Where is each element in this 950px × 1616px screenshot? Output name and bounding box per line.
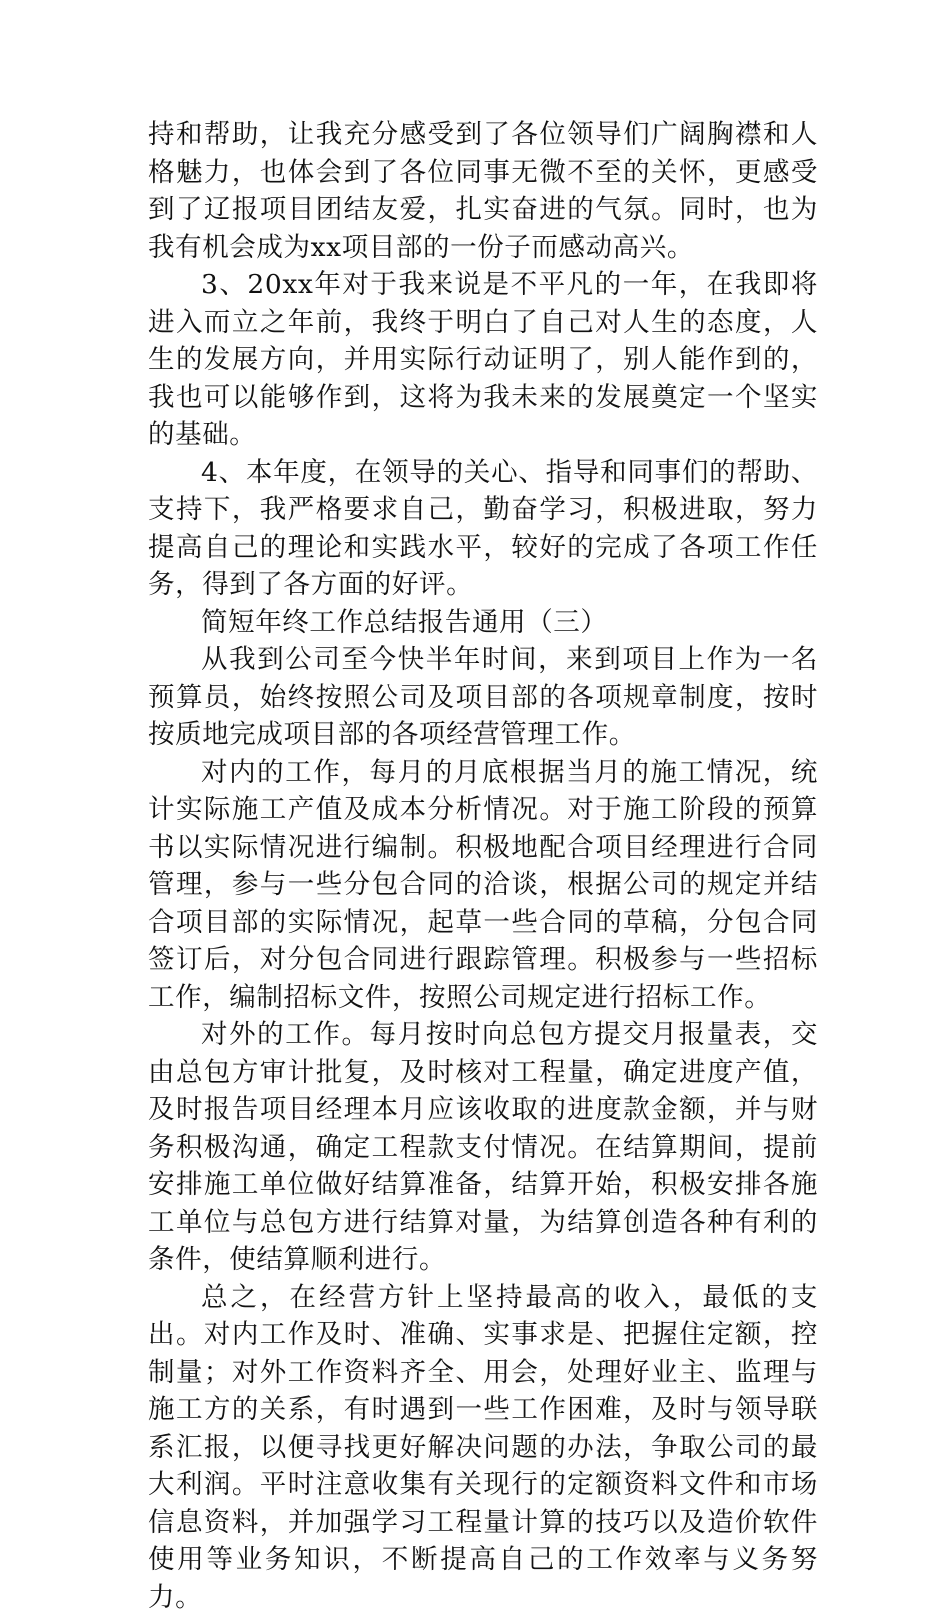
paragraph-item-3: 3、20xx年对于我来说是不平凡的一年，在我即将进入而立之年前，我终于明白了自己对人生的态度，人生的发展方向，并用实际行动证明了，别人能作到的，我也可以能够作到，这将为我未来的发展奠定一个坚实的基础。 — [148, 266, 818, 454]
document-body — [148, 116, 818, 1616]
paragraph-conclusion: 总之，在经营方针上坚持最高的收入，最低的支出。对内工作及时、准确、实事求是、把握住定额，控制量；对外工作资料齐全、用会，处理好业主、监理与施工方的关系，有时遇到一些工作困难，及时与领导联系汇报，以便寻找更好解决问题的办法，争取公司的最大利润。平时注意收集有关现行的定额资料文件和市场信息资料，并加强学习工程量计算的技巧以及造价软件使用等业务知识，不断提高自己的工作效率与义务努力。 — [148, 1279, 818, 1616]
paragraph-continuation: 持和帮助，让我充分感受到了各位领导们广阔胸襟和人格魅力，也体会到了各位同事无微不至的关怀，更感受到了辽报项目团结友爱，扎实奋进的气氛。同时，也为我有机会成为xx项目部的一份子而感动高兴。 — [148, 116, 818, 266]
paragraph-internal-work: 对内的工作，每月的月底根据当月的施工情况，统计实际施工产值及成本分析情况。对于施工阶段的预算书以实际情况进行编制。积极地配合项目经理进行合同管理，参与一些分包合同的洽谈，根据公司的规定并结合项目部的实际情况，起草一些合同的草稿，分包合同签订后，对分包合同进行跟踪管理。积极参与一些招标工作，编制招标文件，按照公司规定进行招标工作。 — [148, 754, 818, 1017]
paragraph-external-work: 对外的工作。每月按时向总包方提交月报量表，交由总包方审计批复，及时核对工程量，确定进度产值，及时报告项目经理本月应该收取的进度款金额，并与财务积极沟通，确定工程款支付情况。在结算期间，提前安排施工单位做好结算准备，结算开始，积极安排各施工单位与总包方进行结算对量，为结算创造各种有利的条件，使结算顺利进行。 — [148, 1016, 818, 1279]
paragraph-intro: 从我到公司至今快半年时间，来到项目上作为一名预算员，始终按照公司及项目部的各项规章制度，按时按质地完成项目部的各项经营管理工作。 — [148, 641, 818, 754]
paragraph-item-4: 4、本年度，在领导的关心、指导和同事们的帮助、支持下，我严格要求自己，勤奋学习，积极进取，努力提高自己的理论和实践水平，较好的完成了各项工作任务，得到了各方面的好评。 — [148, 454, 818, 604]
section-heading: 简短年终工作总结报告通用（三） — [148, 604, 818, 642]
